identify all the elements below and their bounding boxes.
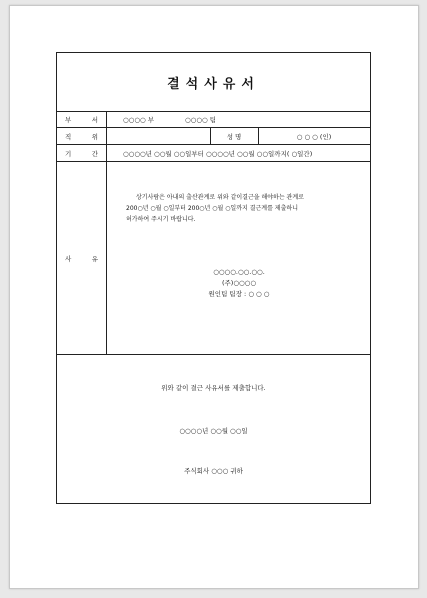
name-value: ○ ○ ○ (인) <box>296 132 332 141</box>
reason-company: (주)○○○○ <box>221 279 257 287</box>
label-position <box>57 128 107 144</box>
label-position-b: 위 <box>91 132 98 141</box>
label-period <box>57 145 107 161</box>
label-position-a: 직 <box>65 132 72 141</box>
reason-signer: 원인팀 팀장 : ○ ○ ○ <box>208 290 270 298</box>
label-affiliation <box>57 111 107 127</box>
reason-line: 상기사람은 아내의 출산관계로 위와 같이결근을 해야하는 관계로 <box>136 194 304 201</box>
row-reason <box>57 162 370 355</box>
reason-line: 허가하여 주시기 바랍니다. <box>126 216 196 223</box>
footer-recipient: 주식회사 ○○○ 귀하 <box>184 467 243 475</box>
reason-body <box>108 162 370 354</box>
row-affiliation <box>57 111 370 128</box>
label-period-b: 간 <box>91 149 98 158</box>
footer-date: ○○○○년 ○○월 ○○일 <box>179 427 248 435</box>
dept-value: ○○○○ 부 <box>123 115 155 124</box>
footer-statement: 위와 같이 결근 사유서를 제출합니다. <box>161 384 266 392</box>
team-value: ○○○○ 팀 <box>185 115 217 124</box>
label-affiliation-b: 서 <box>91 115 98 124</box>
period-value: ○○○○년 ○○월 ○○일부터 ○○○○년 ○○월 ○○일까지( ○일간) <box>123 149 313 158</box>
document-page <box>9 5 419 589</box>
label-reason-b: 유 <box>91 254 98 263</box>
label-period-a: 기 <box>65 149 72 158</box>
form-title: 결석사유서 <box>57 53 370 112</box>
label-affiliation-a: 부 <box>65 115 72 124</box>
label-reason-a: 사 <box>65 254 72 263</box>
name-label: 성 명 <box>226 132 242 141</box>
reason-paragraph <box>126 192 366 225</box>
row-period <box>57 145 370 162</box>
row-position <box>57 128 370 145</box>
reason-line: 200○년 ○월 ○일부터 200○년 ○월 ○일까지 결근계를 제출하니 <box>126 205 298 212</box>
reason-date: ○○○○.○○.○○. <box>213 268 265 276</box>
absence-form <box>56 52 371 504</box>
label-reason <box>57 162 107 354</box>
